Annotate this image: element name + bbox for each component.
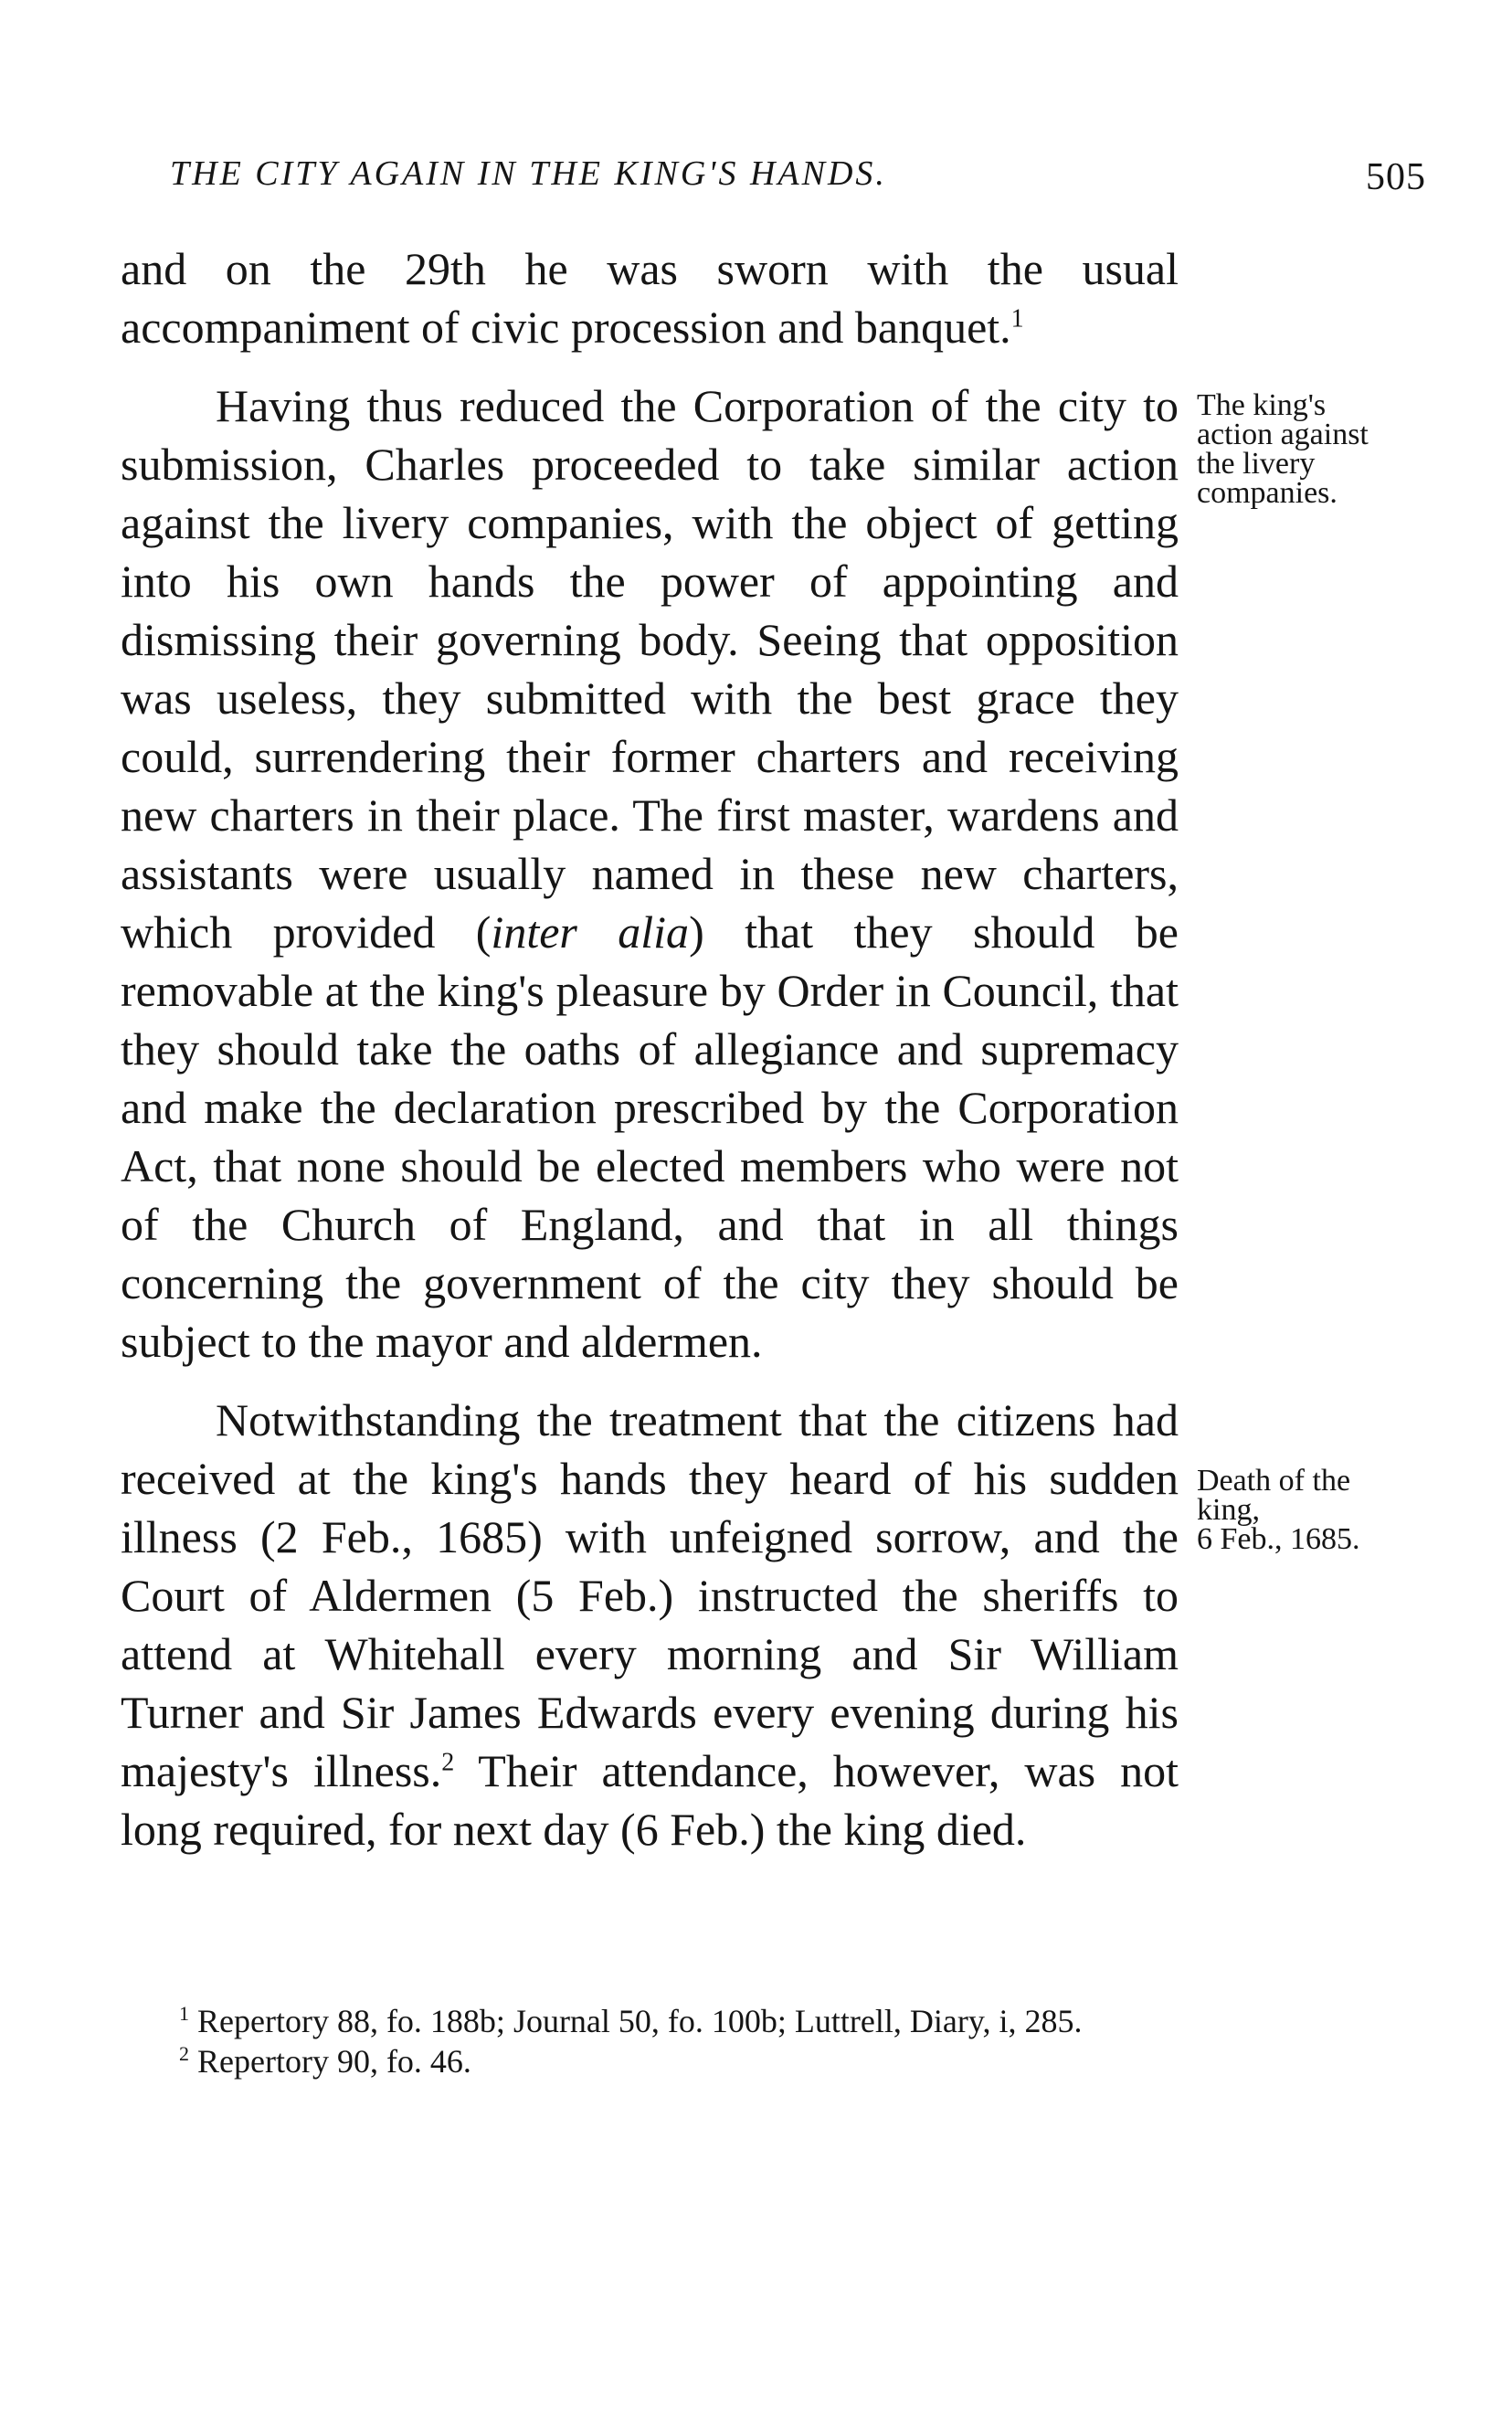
sidenote-line: action against xyxy=(1197,418,1369,451)
sidenote-line: The king's xyxy=(1197,388,1327,422)
footnote-mark-2: 2 xyxy=(179,2042,189,2065)
paragraph-2-text-after: ) that they should be removable at the king's pleasure by Order in Council, that they should take the oaths of allegiance and supremacy and make the declaration prescribed by the Corporation Act, that none should be elected members who were not of the Church of England, and that in all things concerning the government of the city they should be subject to the mayor and aldermen. xyxy=(121,906,1179,1367)
running-head: THE CITY AGAIN IN THE KING'S HANDS. xyxy=(170,154,887,193)
sidenote-line: companies. xyxy=(1197,476,1338,510)
paragraph-2-italic: inter alia xyxy=(491,906,690,958)
footnote-2 xyxy=(121,2041,1179,2081)
sidenote-death-of-king xyxy=(1197,1466,1421,1554)
sidenote-livery-companies xyxy=(1197,388,1421,510)
footnote-ref-2: 2 xyxy=(441,1748,455,1777)
paragraph-3 xyxy=(121,1391,1179,1858)
body-text xyxy=(121,239,1179,1879)
paragraph-1 xyxy=(121,239,1179,356)
footnotes xyxy=(121,2001,1179,2081)
sidenote-line: the livery xyxy=(1197,447,1316,481)
page-number: 505 xyxy=(1366,156,1426,198)
footnote-ref-1: 1 xyxy=(1010,304,1024,334)
footnote-1 xyxy=(121,2001,1179,2041)
paragraph-3-text-after: Their attendance, however, was not long required, for next day (6 Feb.) the king died. xyxy=(121,1745,1179,1855)
paragraph-1-text: and on the 29th he was sworn with the usual accompaniment of civic procession and banquet. xyxy=(121,243,1179,353)
sidenote-line: Death of the xyxy=(1197,1464,1351,1498)
sidenote-line: 6 Feb., 1685. xyxy=(1197,1522,1360,1556)
footnote-mark-1: 1 xyxy=(179,2002,189,2025)
paragraph-3-text-before: Notwithstanding the treatment that the citizens had received at the king's hands they heard of his sudden illness (2 Feb., 1685) with unfeigned sorrow, and the Court of Aldermen (5 Feb.) instructed the sheriffs to attend at Whitehall every morning and Sir William Turner and Sir James Edwards every evening during his majesty's illness. xyxy=(121,1394,1179,1796)
footnote-1-text: Repertory 88, fo. 188b; Journal 50, fo. 100b; Luttrell, Diary, i, 285. xyxy=(197,2003,1083,2039)
paragraph-2-text-before: Having thus reduced the Corporation of the city to submission, Charles proceeded to take similar action against the livery companies, with the object of getting into his own hands the power of appointing and dismissing their governing body. Seeing that opposition was useless, they submitted with the best grace they could, surrendering their former charters and receiving new charters in their place. The first master, wardens and assistants were usually named in these new charters, which provided ( xyxy=(121,380,1179,958)
sidenote-line: king, xyxy=(1197,1493,1260,1527)
paragraph-2 xyxy=(121,376,1179,1371)
footnote-2-text: Repertory 90, fo. 46. xyxy=(197,2043,471,2080)
page-header xyxy=(170,154,1426,208)
